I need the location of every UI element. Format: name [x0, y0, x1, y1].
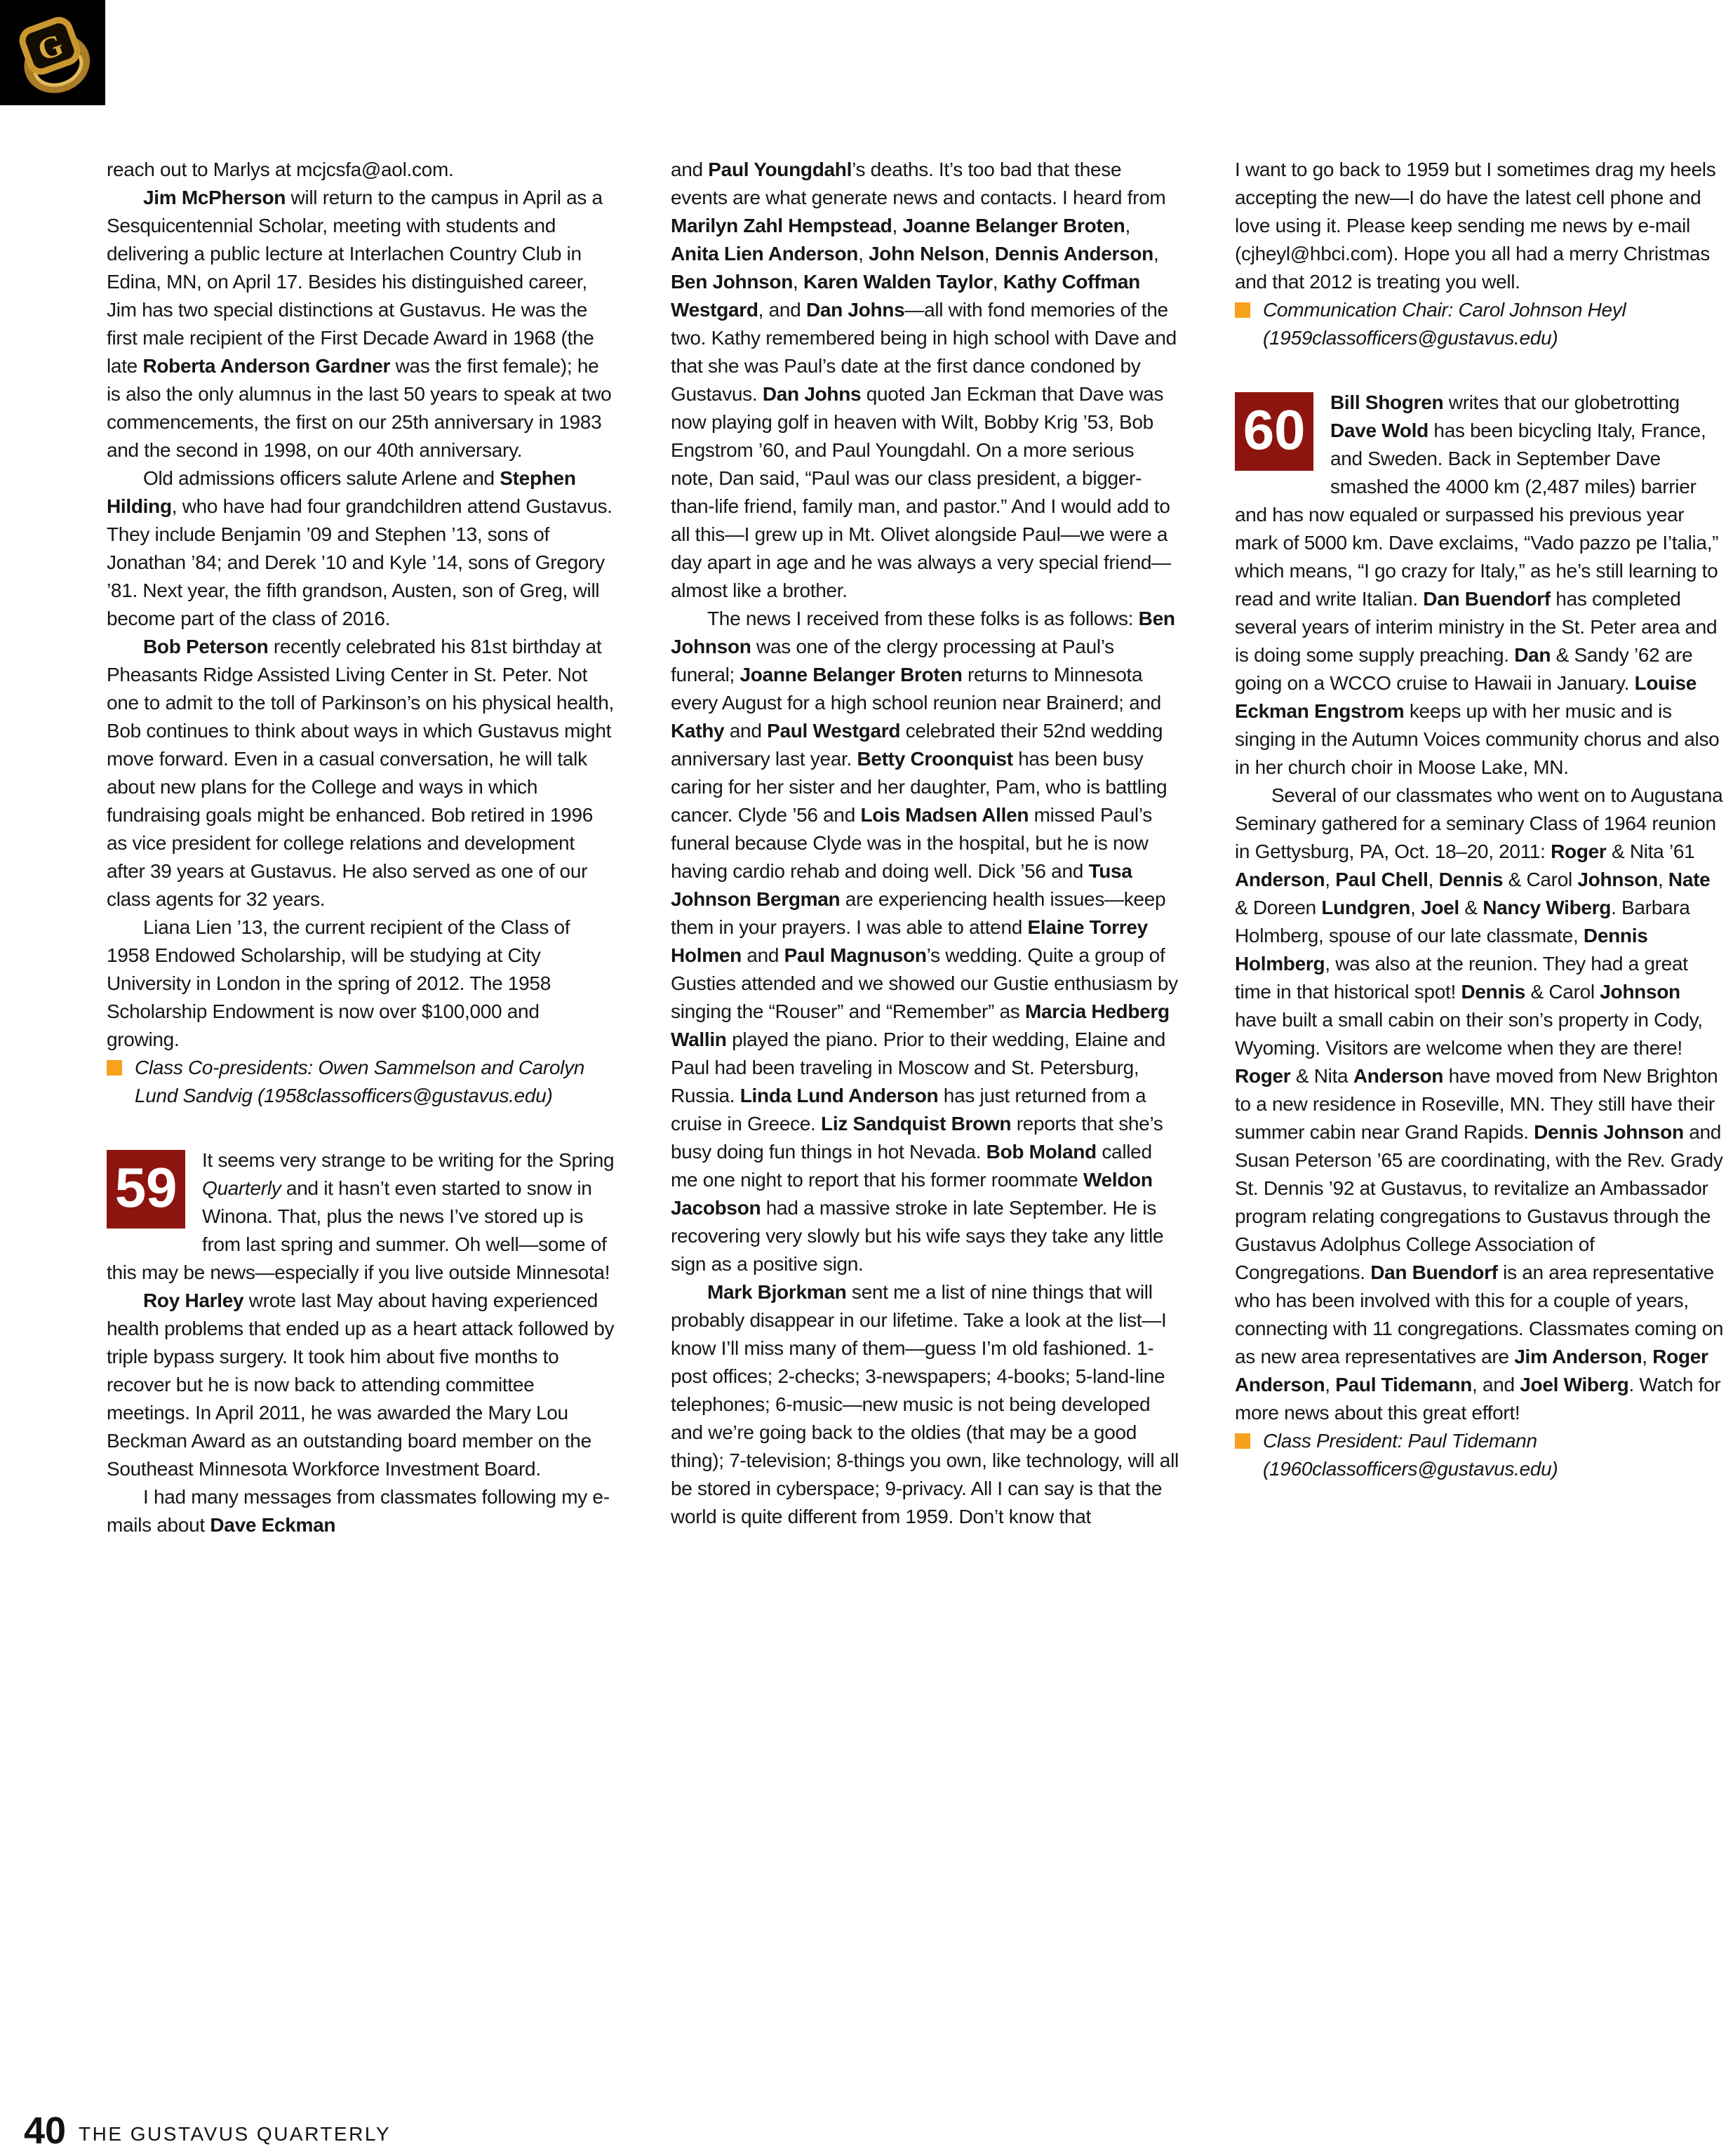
orange-square-bullet-icon — [1235, 1433, 1250, 1449]
gustavus-ring-logo — [0, 0, 105, 105]
paragraph: Old admissions officers salute Arlene and Stephen Hilding, who have had four grandchildren attend Gustavus. They include Benjamin ’09 and Stephen ’13, sons of Jonathan ’84; and Derek ’10 and Kyle ’14, sons of Gregory ’81. Next year, the fifth grandson, Austen, son of Greg, will become part of the class of 2016. — [107, 467, 613, 629]
text-column-center — [671, 156, 1180, 1531]
orange-square-bullet-icon — [107, 1060, 122, 1076]
text-column-left — [107, 156, 616, 1539]
class-officers-note — [1235, 296, 1726, 352]
paragraph: Jim McPherson will return to the campus in April as a Sesquicentennial Scholar, meeting with students and delivering a public lecture at Interlachen Country Club in Edina, MN, on April 17. Besides his distinguished career, Jim has two special distinctions at Gustavus. He was the first male recipient of the First Decade Award in 1968 (the late Roberta Anderson Gardner was the first female); he is also the only alumnus in the last 50 years to speak at two commencements, the first on our 25th anniversary in 1983 and the second in 1998, on our 40th anniversary. — [107, 187, 612, 461]
class-officers-text: Communication Chair: Carol Johnson Heyl (1959classofficers@gustavus.edu) — [1263, 299, 1626, 349]
class-officers-note — [107, 1054, 616, 1110]
class-year-badge: 60 — [1235, 392, 1313, 471]
class-officers-text: Class President: Paul Tidemann (1960classofficers@gustavus.edu) — [1263, 1430, 1558, 1480]
class-ring-icon — [0, 0, 105, 105]
class-officers-text: Class Co-presidents: Owen Sammelson and Carolyn Lund Sandvig (1958classofficers@gustavus.edu) — [135, 1057, 585, 1106]
publication-title: THE GUSTAVUS QUARTERLY — [79, 2123, 391, 2145]
paragraph: Mark Bjorkman sent me a list of nine things that will probably disappear in our lifetime. Take a look at the list—I know I’ll miss many of them—guess I’m old fashioned. 1-post offices; 2-checks; 3-newspapers; 4-books; 5-land-line telephones; 6-music—new music is not being developed and we’re going back to the oldies (that may be a good thing); 7-television; 8-things you own, like technology, will all be stored in cyberspace; 9-privacy. All I can say is that the world is quite different from 1959. Don’t know that — [671, 1281, 1179, 1527]
paragraph: Several of our classmates who went on to Augustana Seminary gathered for a seminary Class of 1964 reunion in Gettysburg, PA, Oct. 18–20, 2011: Roger & Nita ’61 Anderson, Paul Chell, Dennis & Carol Johnson, Nate & Doreen Lundgren, Joel & Nancy Wiberg. Barbara Holmberg, spouse of our late classmate, Dennis Holmberg, was also at the reunion. They had a great time in that historical spot! Dennis & Carol Johnson have built a small cabin on their son’s property in Cody, Wyoming. Visitors are welcome when they are there! Roger & Nita Anderson have moved from New Brighton to a new residence in Roseville, MN. They still have their summer cabin near Grand Rapids. Dennis Johnson and Susan Peterson ’65 are coordinating, with the Rev. Grady St. Dennis ’92 at Gustavus, to revitalize an Ambassador program relating congregations to Gustavus through the Gustavus Adolphus College Association of Congregations. Dan Buendorf is an area representative who has been involved with this for a couple of years, connecting with 11 congregations. Classmates coming on as new area representatives are Jim Anderson, Roger Anderson, Paul Tidemann, and Joel Wiberg. Watch for more news about this great effort! — [1235, 784, 1724, 1424]
paragraph: I had many messages from classmates following my e-mails about Dave Eckman — [107, 1486, 610, 1536]
class-section-1959: 59 It seems very strange to be writing for the Spring Quarterly and it hasn’t even started to snow in Winona. That, plus the news I’ve stored up is from last spring and summer. Oh well—some of this may be news—especially if you live outside Minnesota! — [107, 1149, 615, 1283]
paragraph: reach out to Marlys at mcjcsfa@aol.com. — [107, 159, 454, 180]
text-column-right — [1235, 156, 1726, 1483]
orange-square-bullet-icon — [1235, 302, 1250, 318]
paragraph: Liana Lien ’13, the current recipient of the Class of 1958 Endowed Scholarship, will be studying at City University in London in the spring of 2012. The 1958 Scholarship Endowment is now over $100,000 and growing. — [107, 916, 570, 1050]
paragraph: Bob Peterson recently celebrated his 81st birthday at Pheasants Ridge Assisted Living Center in St. Peter. Not one to admit to the toll of Parkinson’s on his physical health, Bob continues to think about ways in which Gustavus might move forward. Even in a casual conversation, he will talk about new plans for the College and ways in which fundraising goals might be enhanced. Bob retired in 1996 as vice president for college relations and development after 39 years at Gustavus. He also served as one of our class agents for 32 years. — [107, 636, 615, 910]
ring-monogram: G — [33, 27, 68, 68]
class-section-1960: 60 Bill Shogren writes that our globetrotting Dave Wold has been bicycling Italy, France, and Sweden. Back in September Dave smashed the 4000 km (2,487 miles) barrier and has now equaled or surpassed his previous year mark of 5000 km. Dave exclaims, “Vado pazzo pe I’talia,” which means, “I go crazy for Italy,” as he’s still learning to read and write Italian. Dan Buendorf has completed several years of interim ministry in the St. Peter area and is doing some supply preaching. Dan & Sandy ’62 are going on a WCCO cruise to Hawaii in January. Louise Eckman Engstrom keeps up with her music and is singing in the Autumn Voices community chorus and also in her church choir in Moose Lake, MN. — [1235, 391, 1720, 778]
class-year-badge: 59 — [107, 1150, 185, 1228]
paragraph: I want to go back to 1959 but I sometimes drag my heels accepting the new—I do have the latest cell phone and love using it. Please keep sending me news by e-mail (cjheyl@hbci.com). Hope you all had a merry Christmas and that 2012 is treating you well. — [1235, 159, 1716, 293]
paragraph: and Paul Youngdahl’s deaths. It’s too bad that these events are what generate news and contacts. I heard from Marilyn Zahl Hempstead, Joanne Belanger Broten, Anita Lien Anderson, John Nelson, Dennis Anderson, Ben Johnson, Karen Walden Taylor, Kathy Coffman Westgard, and Dan Johns—all with fond memories of the two. Kathy remembered being in high school with Dave and that she was Paul’s date at the first dance condoned by Gustavus. Dan Johns quoted Jan Eckman that Dave was now playing golf in heaven with Wilt, Bobby Krig ’53, Bob Engstrom ’60, and Paul Youngdahl. On a more serious note, Dan said, “Paul was our class president, a bigger-than-life friend, family man, and pastor.” And I would add to all this—I grew up in Mt. Olivet alongside Paul—we were a day apart in age and he was always a very special friend—almost like a brother. — [671, 159, 1177, 601]
class-officers-note — [1235, 1427, 1726, 1483]
page-footer — [0, 2103, 1733, 2156]
paragraph: The news I received from these folks is as follows: Ben Johnson was one of the clergy processing at Paul’s funeral; Joanne Belanger Broten returns to Minnesota every August for a high school reunion near Brainerd; and Kathy and Paul Westgard celebrated their 52nd wedding anniversary last year. Betty Croonquist has been busy caring for her sister and her daughter, Pam, who is battling cancer. Clyde ’56 and Lois Madsen Allen missed Paul’s funeral because Clyde was in the hospital, but he is now having cardio rehab and doing well. Dick ’56 and Tusa Johnson Bergman are experiencing health issues—keep them in your prayers. I was able to attend Elaine Torrey Holmen and Paul Magnuson’s wedding. Quite a group of Gusties attended and we showed our Gustie enthusiasm by singing the “Rouser” and “Remember” as Marcia Hedberg Wallin played the piano. Prior to their wedding, Elaine and Paul had been traveling in Moscow and St. Petersburg, Russia. Linda Lund Anderson has just returned from a cruise in Greece. Liz Sandquist Brown reports that she’s busy doing fun things in hot Nevada. Bob Moland called me one night to report that his former roommate Weldon Jacobson had a massive stroke in late September. He is recovering very slowly but his wife says they take any little sign as a positive sign. — [671, 608, 1178, 1275]
paragraph: Roy Harley wrote last May about having experienced health problems that ended up as a heart attack followed by triple bypass surgery. It took him about five months to recover but he is now back to attending committee meetings. In April 2011, he was awarded the Mary Lou Beckman Award as an outstanding board member on the Southeast Minnesota Workforce Investment Board. — [107, 1290, 615, 1480]
page-number: 40 — [24, 2110, 67, 2152]
